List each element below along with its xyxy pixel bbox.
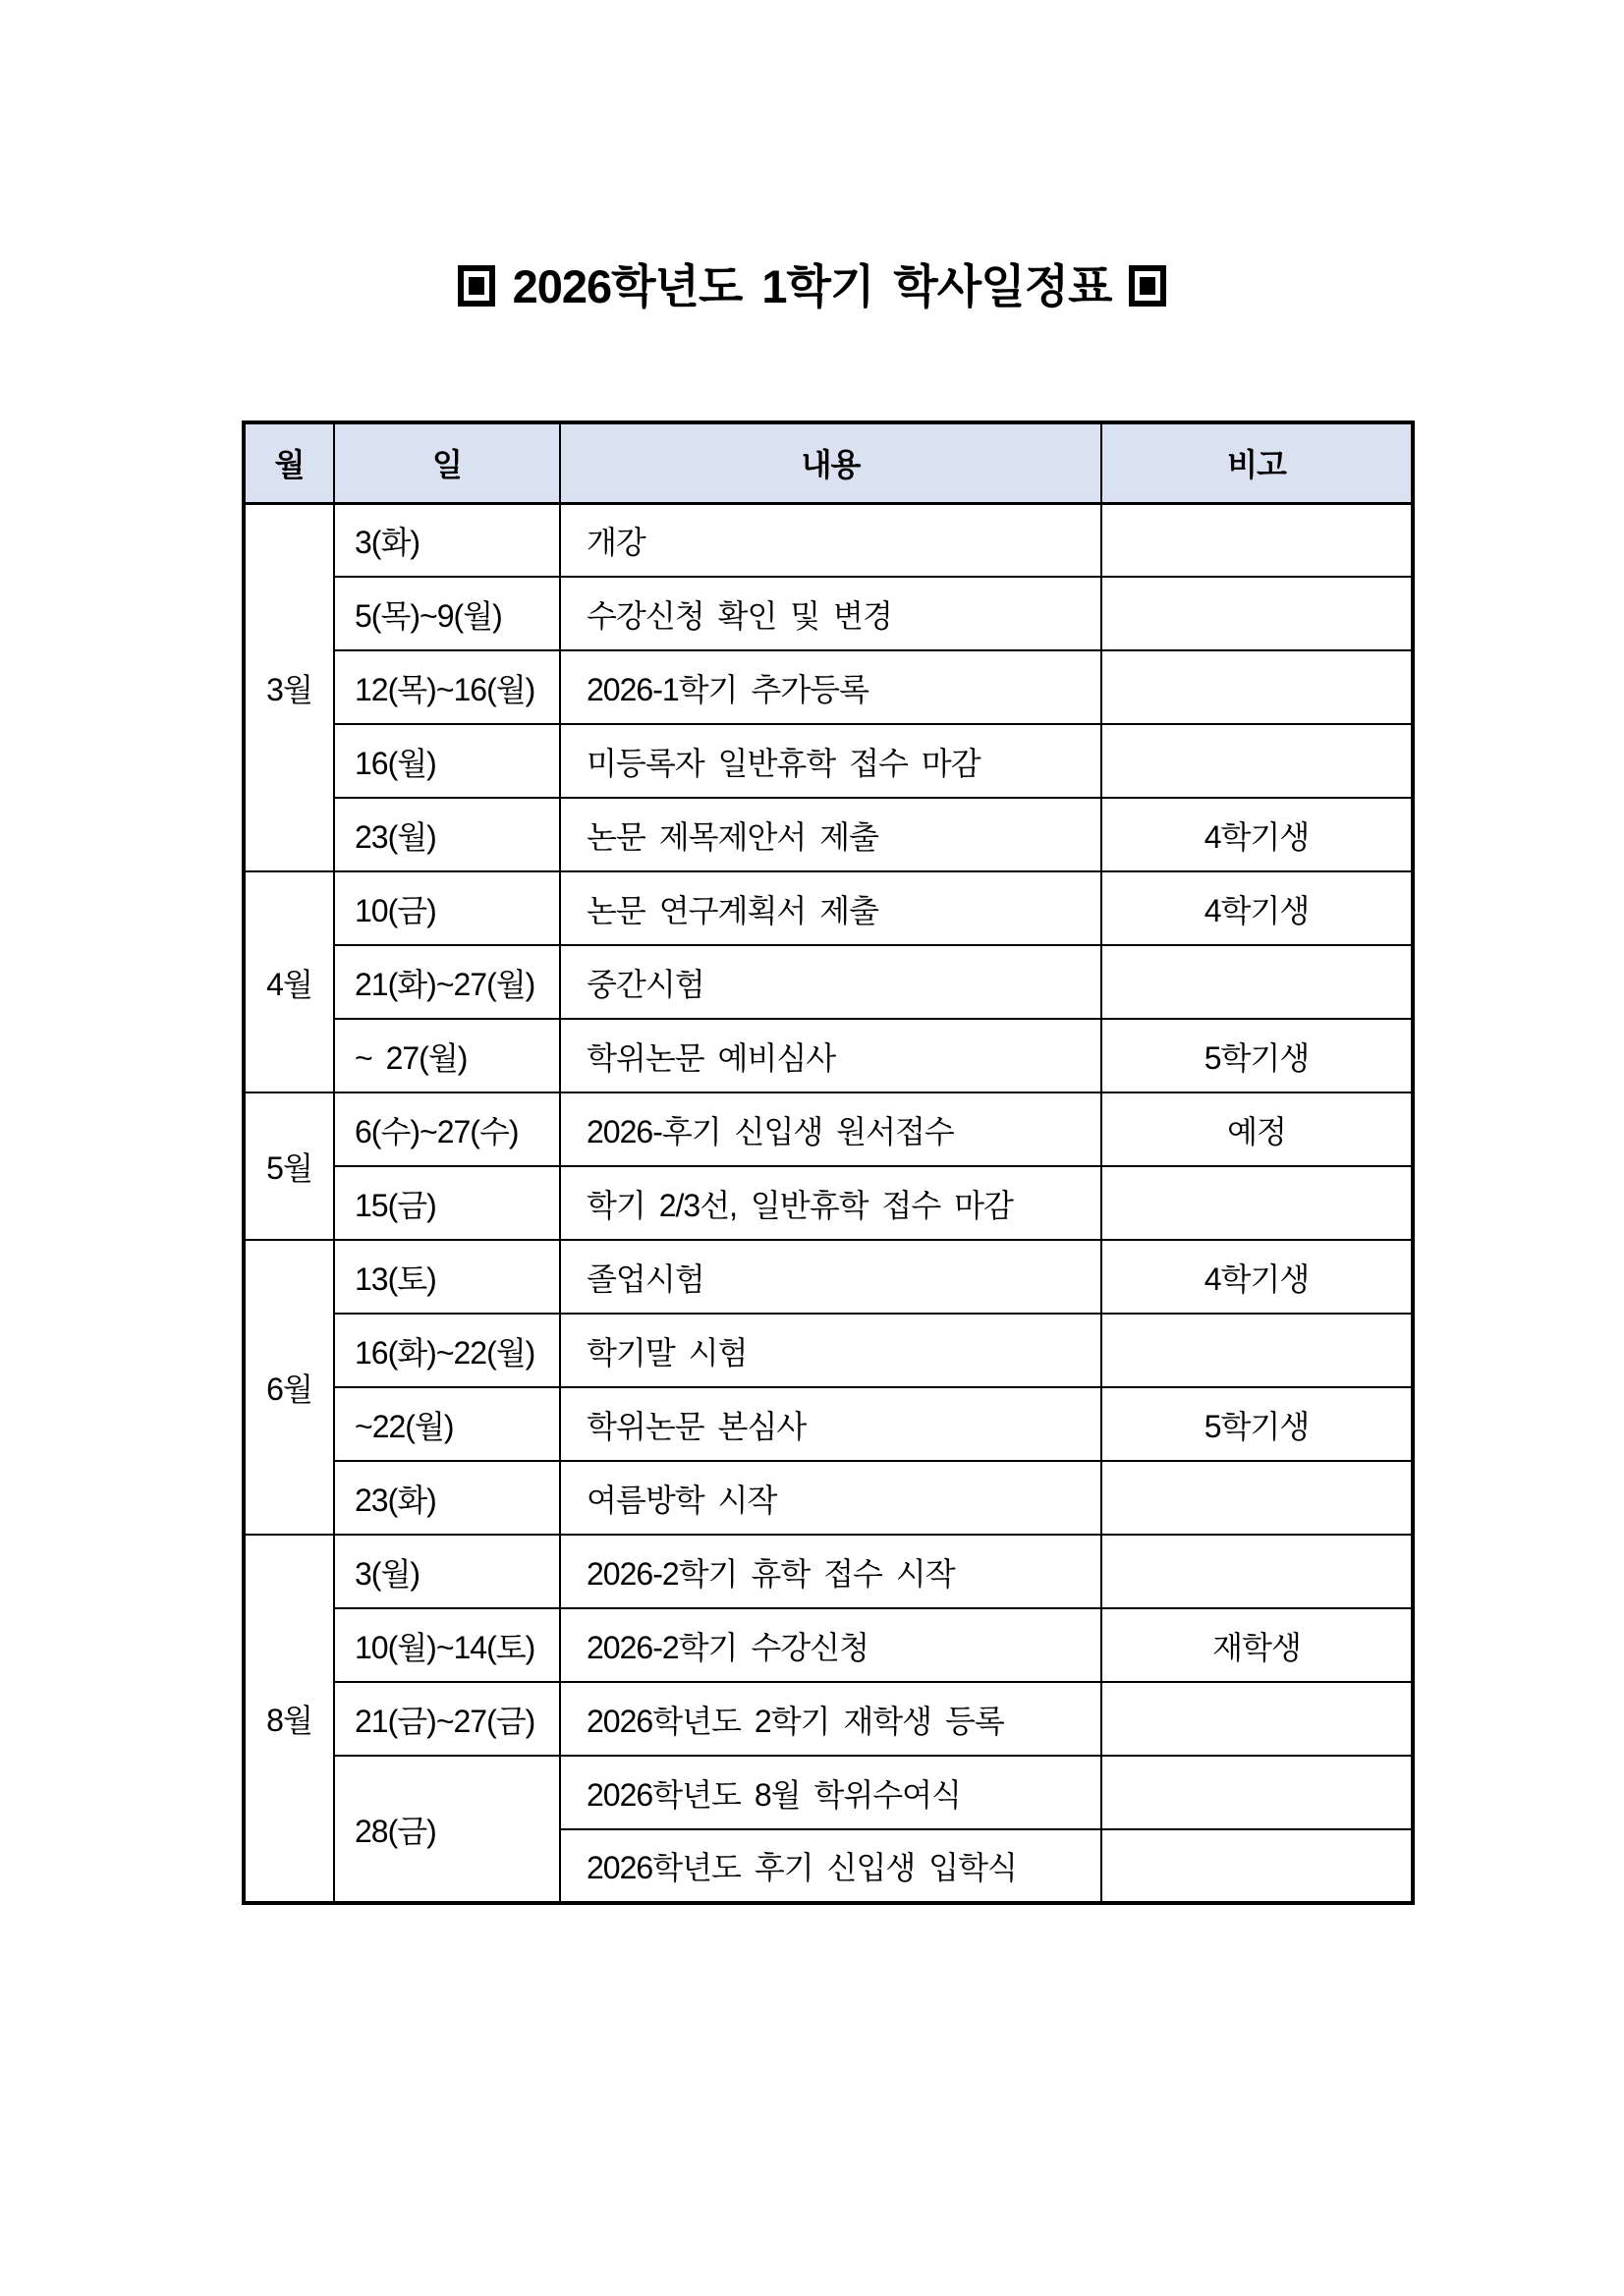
schedule-table-header (244, 422, 1413, 503)
content-cell: 2026-후기 신입생 원서접수 (560, 1092, 1101, 1166)
note-cell (1101, 1166, 1413, 1240)
note-cell (1101, 650, 1413, 724)
table-row (244, 1682, 1413, 1756)
content-cell: 학기말 시험 (560, 1314, 1101, 1387)
content-cell: 2026-1학기 추가등록 (560, 650, 1101, 724)
note-cell (1101, 1756, 1413, 1829)
note-cell: 예정 (1101, 1092, 1413, 1166)
month-cell: 4월 (244, 871, 334, 1092)
column-header-month: 월 (244, 422, 334, 503)
content-cell: 수강신청 확인 및 변경 (560, 577, 1101, 650)
day-cell: 28(금) (334, 1756, 560, 1903)
day-cell: 12(목)~16(월) (334, 650, 560, 724)
table-row (244, 945, 1413, 1019)
content-cell: 논문 제목제안서 제출 (560, 798, 1101, 871)
content-cell: 2026-2학기 수강신청 (560, 1608, 1101, 1682)
note-cell (1101, 1829, 1413, 1903)
month-cell: 5월 (244, 1092, 334, 1240)
note-cell: 5학기생 (1101, 1387, 1413, 1461)
table-row (244, 724, 1413, 798)
column-header-day: 일 (334, 422, 560, 503)
note-cell (1101, 503, 1413, 577)
table-row (244, 1314, 1413, 1387)
table-row (244, 577, 1413, 650)
day-cell: 5(목)~9(월) (334, 577, 560, 650)
content-cell: 2026학년도 후기 신입생 입학식 (560, 1829, 1101, 1903)
table-row (244, 1387, 1413, 1461)
note-cell (1101, 1461, 1413, 1535)
content-cell: 논문 연구계획서 제출 (560, 871, 1101, 945)
day-cell: 6(수)~27(수) (334, 1092, 560, 1166)
day-cell: 16(월) (334, 724, 560, 798)
day-cell: 21(화)~27(월) (334, 945, 560, 1019)
note-cell: 4학기생 (1101, 798, 1413, 871)
note-cell (1101, 945, 1413, 1019)
day-cell: 10(월)~14(토) (334, 1608, 560, 1682)
note-cell: 재학생 (1101, 1608, 1413, 1682)
day-cell: 15(금) (334, 1166, 560, 1240)
day-cell: 23(월) (334, 798, 560, 871)
table-row (244, 650, 1413, 724)
page-title (0, 259, 1624, 314)
content-cell: 졸업시험 (560, 1240, 1101, 1314)
month-cell: 8월 (244, 1535, 334, 1903)
table-row (244, 1535, 1413, 1608)
content-cell: 학위논문 본심사 (560, 1387, 1101, 1461)
table-row (244, 871, 1413, 945)
content-cell: 개강 (560, 503, 1101, 577)
table-row (244, 798, 1413, 871)
month-cell: 6월 (244, 1240, 334, 1535)
day-cell: 10(금) (334, 871, 560, 945)
day-cell: 13(토) (334, 1240, 560, 1314)
note-cell (1101, 577, 1413, 650)
table-row (244, 1608, 1413, 1682)
note-cell (1101, 1535, 1413, 1608)
content-cell: 학위논문 예비심사 (560, 1019, 1101, 1092)
content-cell: 학기 2/3선, 일반휴학 접수 마감 (560, 1166, 1101, 1240)
note-cell (1101, 1682, 1413, 1756)
column-header-content: 내용 (560, 422, 1101, 503)
note-cell: 5학기생 (1101, 1019, 1413, 1092)
square-marker-icon (1129, 265, 1166, 307)
day-cell: ~22(월) (334, 1387, 560, 1461)
schedule-table (242, 420, 1415, 1905)
note-cell (1101, 724, 1413, 798)
table-row (244, 1240, 1413, 1314)
page-title-text: 2026학년도 1학기 학사일정표 (512, 260, 1112, 312)
content-cell: 2026학년도 2학기 재학생 등록 (560, 1682, 1101, 1756)
day-cell: ~ 27(월) (334, 1019, 560, 1092)
month-cell: 3월 (244, 503, 334, 871)
table-row (244, 1461, 1413, 1535)
content-cell: 2026-2학기 휴학 접수 시작 (560, 1535, 1101, 1608)
day-cell: 3(월) (334, 1535, 560, 1608)
table-row (244, 1166, 1413, 1240)
note-cell (1101, 1314, 1413, 1387)
day-cell: 3(화) (334, 503, 560, 577)
day-cell: 21(금)~27(금) (334, 1682, 560, 1756)
day-cell: 23(화) (334, 1461, 560, 1535)
content-cell: 중간시험 (560, 945, 1101, 1019)
table-row (244, 1092, 1413, 1166)
day-cell: 16(화)~22(월) (334, 1314, 560, 1387)
column-header-note: 비고 (1101, 422, 1413, 503)
note-cell: 4학기생 (1101, 1240, 1413, 1314)
content-cell: 여름방학 시작 (560, 1461, 1101, 1535)
content-cell: 미등록자 일반휴학 접수 마감 (560, 724, 1101, 798)
header-row (244, 422, 1413, 503)
table-row (244, 503, 1413, 577)
square-marker-icon (458, 265, 495, 307)
content-cell: 2026학년도 8월 학위수여식 (560, 1756, 1101, 1829)
table-row (244, 1019, 1413, 1092)
note-cell: 4학기생 (1101, 871, 1413, 945)
table-row (244, 1756, 1413, 1829)
schedule-table-body (244, 503, 1413, 1903)
